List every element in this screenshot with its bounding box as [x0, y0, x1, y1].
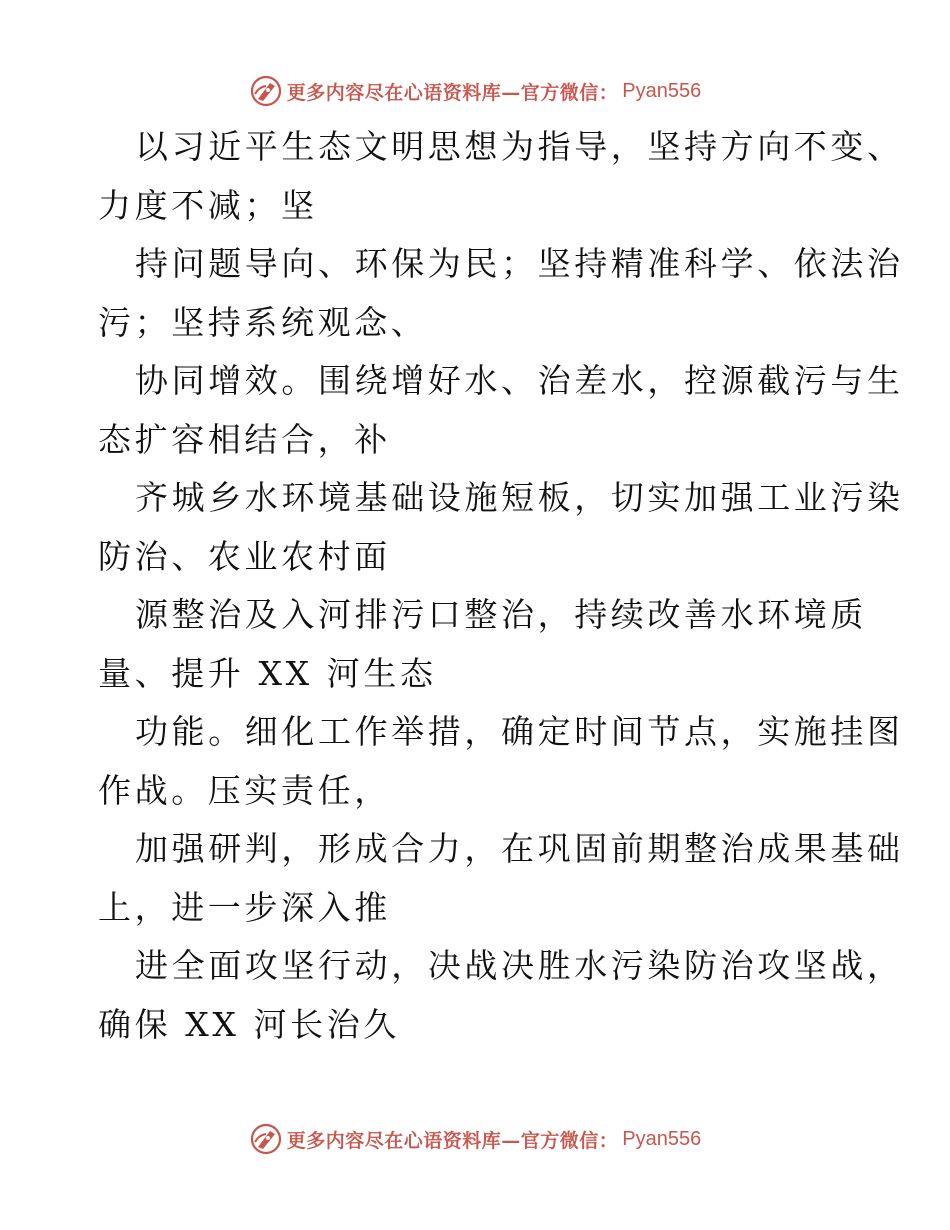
text-line: 量、提升 XX 河生态: [98, 653, 437, 693]
text-line: 以习近平生态文明思想为指导，坚持方向不变、: [135, 127, 904, 166]
watermark-text: 更多内容尽在心语资料库—官方微信：: [286, 81, 619, 104]
pen-nib-logo-icon: [249, 74, 283, 108]
text-line: 污；坚持系统观念、: [98, 302, 428, 342]
text-line: 上，进一步深入推: [98, 887, 391, 927]
watermark-id: Pyan556: [622, 79, 702, 102]
text-line: 力度不减；坚: [98, 185, 318, 225]
watermark-id: Pyan556: [622, 1127, 702, 1150]
text-line: 齐城乡水环境基础设施短板，切实加强工业污染: [135, 478, 904, 517]
text-line: 源整治及入河排污口整治，持续改善水环境质: [135, 595, 867, 634]
body-text: [98, 118, 904, 1054]
text-line: 作战。压实责任，: [98, 770, 391, 810]
text-line: 确保 XX 河长治久: [98, 1004, 400, 1044]
pen-nib-logo-icon: [249, 1122, 283, 1156]
header-watermark: [0, 71, 950, 111]
text-line: 防治、农业农村面: [98, 536, 391, 576]
text-line: 态扩容相结合，补: [98, 419, 391, 459]
watermark-text: 更多内容尽在心语资料库—官方微信：: [286, 1129, 619, 1152]
text-line: 功能。细化工作举措，确定时间节点，实施挂图: [135, 712, 904, 751]
footer-watermark: [0, 1119, 950, 1159]
text-line: 协同增效。围绕增好水、治差水，控源截污与生: [135, 361, 904, 400]
text-line: 进全面攻坚行动，决战决胜水污染防治攻坚战，: [135, 946, 904, 985]
text-line: 加强研判，形成合力，在巩固前期整治成果基础: [135, 829, 904, 868]
text-line: 持问题导向、环保为民；坚持精准科学、依法治: [135, 244, 904, 283]
